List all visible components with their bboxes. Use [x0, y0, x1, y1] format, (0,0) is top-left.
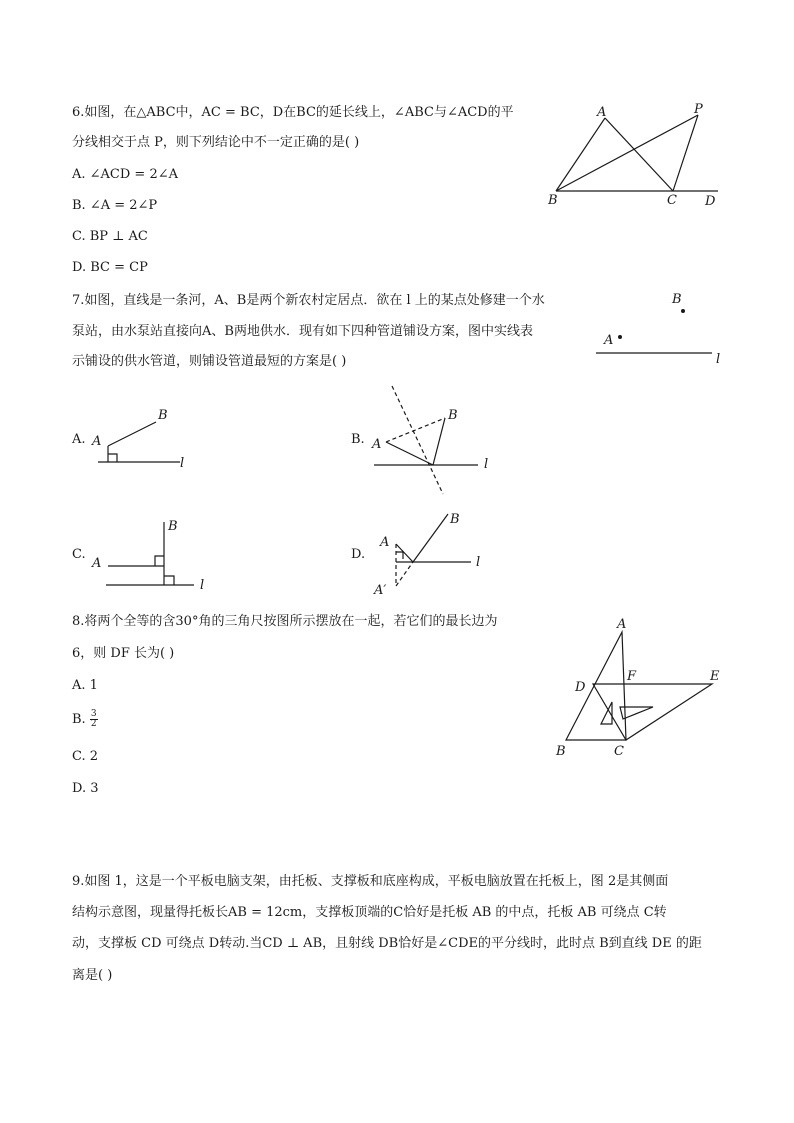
q8-option-b-fraction	[90, 710, 98, 729]
q7-option-b-figure	[366, 384, 496, 494]
q7-stem-line1: 7.如图，直线是一条河，A、B是两个新农村定居点．欲在 l 上的某点处修建一个水	[72, 293, 545, 308]
q8-stem-line2: 6，则 DF 长为( )	[72, 646, 175, 661]
q7-stem-line3: 示铺设的供水管道，则铺设管道最短的方案是( )	[72, 354, 347, 369]
q8-option-a: A. 1	[72, 678, 98, 693]
q7-opt-c-label-b: B	[168, 519, 178, 534]
q7-opt-d-label-a: A	[380, 535, 390, 550]
q7-label-b: B	[672, 292, 682, 307]
q6-stem-line2: 分线相交于点 P，则下列结论中不一定正确的是( )	[72, 135, 360, 150]
q6-option-c: C. BP ⊥ AC	[72, 229, 148, 244]
q8-option-d: D. 3	[72, 781, 99, 796]
q7-opt-a-label-b: B	[158, 408, 168, 423]
q9-stem-line4: 离是( )	[72, 968, 113, 983]
q7-opt-d-label-b: B	[450, 512, 460, 527]
q7-opt-d-label-aprime: A′	[374, 583, 387, 598]
q7-opt-b-label-b: B	[448, 408, 458, 423]
q6-stem-line1: 6.如图，在△ABC中，AC = BC，D在BC的延长线上，∠ABC与∠ACD的平	[72, 105, 514, 120]
q7-option-a-label: A.	[72, 432, 86, 447]
q8-label-e: E	[710, 669, 720, 684]
q8-frac-denominator: 2	[90, 719, 97, 729]
q9-stem-line3: 动，支撑板 CD 可绕点 D转动.当CD ⊥ AB，且射线 DB恰好是∠CDE的平分线时，此时点 B到直线 DE 的距	[72, 936, 702, 951]
q8-label-a: A	[617, 617, 627, 632]
q6-label-p: P	[694, 102, 703, 117]
q6-option-d: D. BC = CP	[72, 260, 148, 275]
q6-figure	[540, 98, 740, 214]
q7-option-d-figure	[366, 508, 496, 600]
q7-opt-a-label-l: l	[180, 456, 185, 471]
q7-label-l: l	[716, 352, 721, 367]
q7-stem-line2: 泵站，由水泵站直接向A、B两地供水．现有如下四种管道铺设方案，图中实线表	[72, 324, 533, 339]
q8-label-c: C	[614, 744, 624, 759]
q7-label-a: A	[604, 333, 614, 348]
q9-stem-line1: 9.如图 1，这是一个平板电脑支架，由托板、支撑板和底座构成，平板电脑放置在托板上，图 2是其侧面	[72, 874, 669, 889]
q7-option-c-label: C.	[72, 547, 86, 562]
q7-option-b-label: B.	[351, 432, 365, 447]
q6-label-b: B	[548, 193, 558, 208]
q8-option-b	[72, 710, 98, 729]
q7-opt-d-label-l: l	[476, 555, 481, 570]
q9-stem-line2: 结构示意图，现量得托板长AB = 12cm，支撑板顶端的C恰好是托板 AB 的中点，托板 AB 可绕点 C转	[72, 905, 667, 920]
q8-label-d: D	[575, 680, 586, 695]
q8-figure	[548, 612, 728, 762]
q6-label-d: D	[705, 194, 716, 209]
q7-figure	[594, 288, 734, 368]
q7-option-d-label: D.	[351, 547, 366, 562]
q8-option-c: C. 2	[72, 749, 99, 764]
q7-opt-c-label-l: l	[200, 578, 205, 593]
q8-stem-line1: 8.将两个全等的含30°角的三角尺按图所示摆放在一起，若它们的最长边为	[72, 614, 498, 629]
q7-opt-c-label-a: A	[92, 556, 102, 571]
q8-frac-numerator: 3	[90, 709, 97, 719]
q8-option-b-label: B.	[72, 712, 86, 727]
q8-label-b: B	[556, 744, 566, 759]
q6-label-c: C	[667, 193, 677, 208]
q7-opt-b-label-l: l	[484, 457, 489, 472]
q7-option-c-figure	[88, 514, 218, 594]
q6-label-a: A	[597, 105, 607, 120]
q7-opt-b-label-a: A	[372, 437, 382, 452]
q6-option-a: A. ∠ACD = 2∠A	[72, 167, 179, 182]
q7-opt-a-label-a: A	[92, 434, 102, 449]
q7-option-a-figure	[88, 402, 198, 474]
q8-label-f: F	[627, 669, 637, 684]
q6-option-b: B. ∠A = 2∠P	[72, 198, 158, 213]
